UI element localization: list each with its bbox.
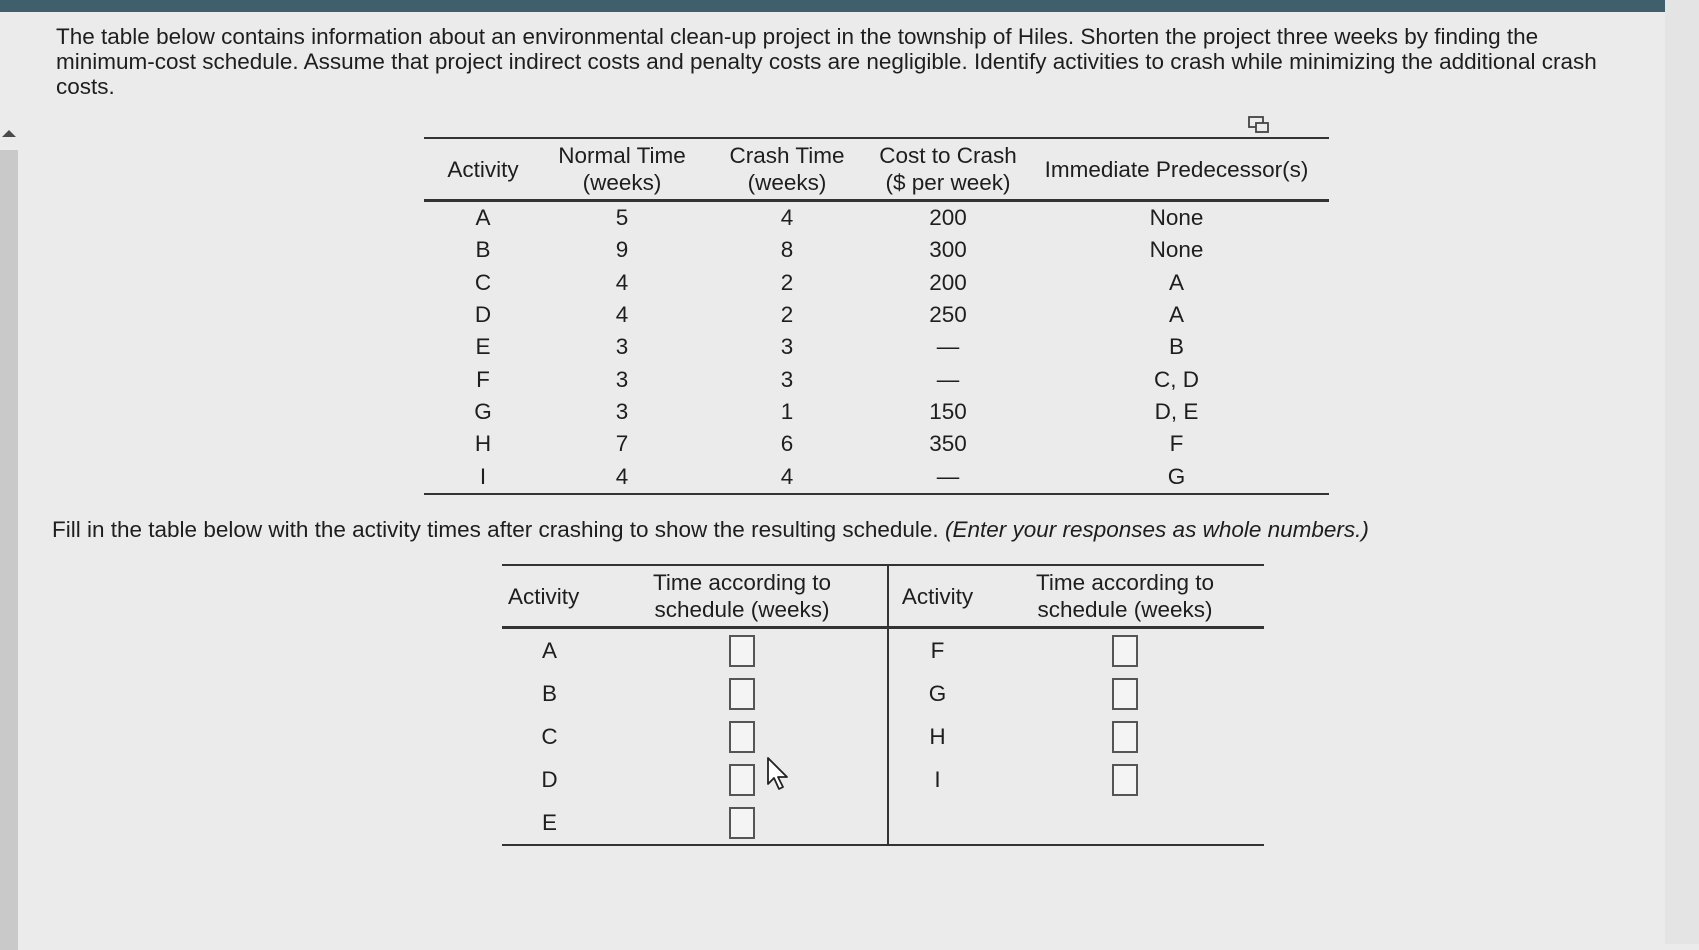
time-input-f[interactable] (1112, 635, 1138, 667)
table-header-row (424, 138, 1329, 201)
answer-header-row (502, 565, 1264, 628)
time-input-b[interactable] (729, 678, 755, 710)
collapse-arrow-icon[interactable] (2, 130, 16, 137)
table-row: B 9 8 300 None (475, 237, 1204, 263)
table-row: D 4 2 250 A (474, 302, 1184, 328)
answer-header-activity-left: Activity (508, 583, 580, 609)
table-row: H 7 6 350 F (474, 431, 1184, 457)
answer-row: B G (502, 672, 1264, 715)
answer-row: D I (502, 758, 1264, 801)
mouse-cursor-icon (766, 756, 792, 792)
table-row: A 5 4 200 None (475, 205, 1204, 231)
time-input-g[interactable] (1112, 678, 1138, 710)
answer-table (502, 564, 1264, 846)
top-bar (0, 0, 1665, 12)
table-row: F 3 3 — C, D (476, 366, 1199, 392)
answer-row: C H (502, 715, 1264, 758)
header-activity: Activity (447, 156, 519, 182)
answer-header-time-right: Time according to schedule (weeks) (1036, 570, 1214, 622)
header-normal-time: Normal Time (weeks) (558, 143, 686, 195)
copy-table-icon[interactable] (1248, 116, 1270, 134)
answer-row: E (502, 801, 1264, 845)
header-predecessors: Immediate Predecessor(s) (1044, 156, 1309, 182)
table-row: I 4 4 — G (424, 460, 1329, 493)
table-row: C 4 2 200 A (474, 269, 1184, 295)
header-cost-to-crash: Cost to Crash ($ per week) (879, 143, 1017, 195)
project-data-table (424, 137, 1329, 495)
right-edge-panel (1665, 0, 1699, 944)
time-input-a[interactable] (729, 635, 755, 667)
left-edge-panel (0, 150, 18, 950)
table-row: G 3 1 150 D, E (474, 398, 1199, 424)
instruction-text: Fill in the table below with the activity times after crashing to show the resulting schedule. (Enter your responses as whole numbers.) (52, 517, 1369, 542)
time-input-e[interactable] (729, 807, 755, 839)
time-input-c[interactable] (729, 721, 755, 753)
answer-header-activity-right: Activity (888, 565, 986, 628)
time-input-d[interactable] (729, 764, 755, 796)
time-input-i[interactable] (1112, 764, 1138, 796)
problem-statement: The table below contains information about an environmental clean-up project in the township of Hiles. Shorten the project three weeks by finding the minimum-cost schedule. Assume that project indirect costs and penalty costs are negligible. Identify activities to crash while minimizing the additional crash costs. (56, 24, 1597, 99)
table-row: E 3 3 — B (475, 334, 1184, 360)
time-input-h[interactable] (1112, 721, 1138, 753)
answer-row: A F (502, 628, 1264, 673)
answer-header-time-left: Time according to schedule (weeks) (653, 570, 831, 622)
header-crash-time: Crash Time (weeks) (729, 143, 845, 195)
